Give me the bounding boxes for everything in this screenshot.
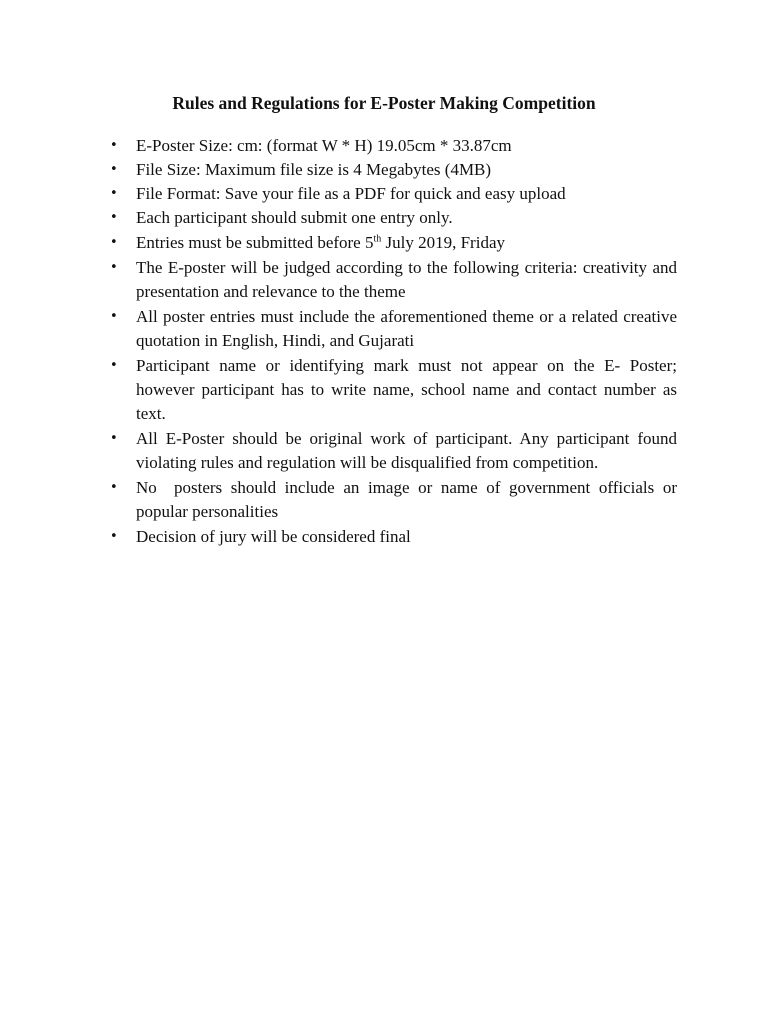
rule-text: No posters should include an image or name of government officials or popular personalities <box>136 478 682 521</box>
rule-text: File Format: Save your file as a PDF for quick and easy upload <box>136 184 566 203</box>
rule-text: Participant name or identifying mark must not appear on the E- Poster; however participant has to write name, school name and contact number as text. <box>136 356 677 423</box>
rule-item <box>107 158 677 182</box>
rule-text: File Size: Maximum file size is 4 Megabytes (4MB) <box>136 160 492 179</box>
rule-item <box>107 427 677 475</box>
rule-item <box>107 134 677 158</box>
rule-item <box>107 256 677 304</box>
rule-text: Decision of jury will be considered final <box>136 527 411 546</box>
rule-item <box>107 206 677 230</box>
rules-list <box>107 134 682 550</box>
rule-text: The E-poster will be judged according to the following criteria: creativity and presentation and relevance to the theme <box>136 258 677 301</box>
rule-text-before-superscript: Entries must be submitted before 5 <box>136 233 374 252</box>
ordinal-superscript: th <box>373 233 382 245</box>
rule-text: All poster entries must include the aforementioned theme or a related creative quotation in English, Hindi, and Gujarati <box>136 307 677 350</box>
rule-item <box>107 305 677 353</box>
rule-item <box>107 525 677 549</box>
rule-item <box>107 354 677 426</box>
rule-text-after-superscript: July 2019, Friday <box>381 233 505 252</box>
document-title: Rules and Regulations for E-Poster Making Competition <box>172 93 596 113</box>
rule-item <box>107 182 677 206</box>
rule-item <box>107 476 682 524</box>
rule-text: Each participant should submit one entry only. <box>136 208 453 227</box>
rule-text: E-Poster Size: cm: (format W * H) 19.05cm * 33.87cm <box>136 136 512 155</box>
rule-text: All E-Poster should be original work of participant. Any participant found violating rules and regulation will be disqualified from competition. <box>136 429 677 472</box>
rule-item <box>107 231 677 255</box>
